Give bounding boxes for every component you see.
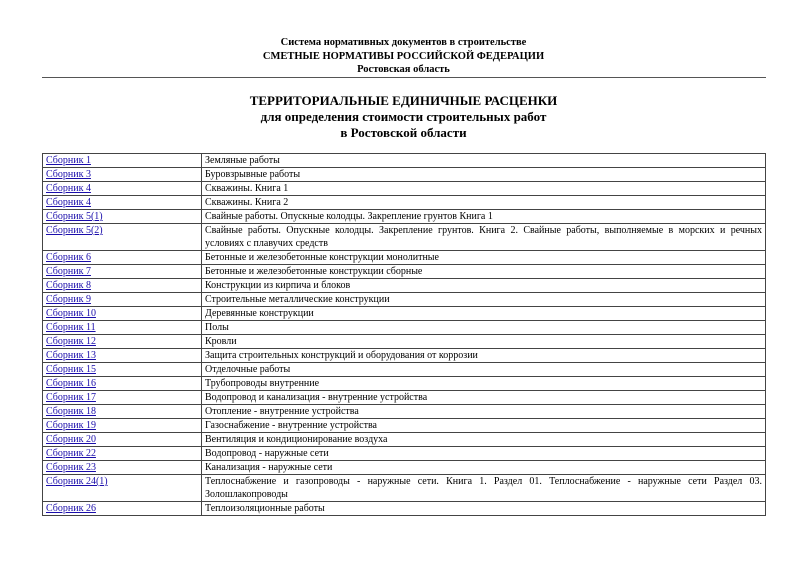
collection-link[interactable]: Сборник 23	[46, 462, 96, 473]
table-row	[43, 363, 766, 377]
collections-table-body	[43, 154, 766, 516]
header-norms-line: СМЕТНЫЕ НОРМАТИВЫ РОССИЙСКОЙ ФЕДЕРАЦИИ	[262, 50, 545, 62]
collection-description: Канализация - наружные сети	[202, 461, 766, 475]
table-row	[43, 307, 766, 321]
table-row	[43, 377, 766, 391]
collection-link[interactable]: Сборник 17	[46, 392, 96, 403]
collection-link-cell	[43, 447, 202, 461]
collection-description: Отопление - внутренние устройства	[202, 405, 766, 419]
title-main: ТЕРРИТОРИАЛЬНЫЕ ЕДИНИЧНЫЕ РАСЦЕНКИ	[249, 93, 558, 108]
header-region-line: Ростовская область	[357, 64, 450, 75]
table-row	[43, 265, 766, 279]
collection-link-cell	[43, 502, 202, 516]
collection-description: Скважины. Книга 2	[202, 196, 766, 210]
collection-link[interactable]: Сборник 8	[46, 280, 91, 291]
table-row	[43, 419, 766, 433]
table-row	[43, 461, 766, 475]
collection-description: Защита строительных конструкций и оборудования от коррозии	[202, 349, 766, 363]
table-row	[43, 251, 766, 265]
collection-link-cell	[43, 475, 202, 502]
collection-description: Трубопроводы внутренние	[202, 377, 766, 391]
collection-link-cell	[43, 377, 202, 391]
table-row	[43, 224, 766, 251]
header-divider	[42, 77, 766, 78]
collection-link[interactable]: Сборник 16	[46, 378, 96, 389]
collection-link-cell	[43, 182, 202, 196]
collection-description: Отделочные работы	[202, 363, 766, 377]
collection-link[interactable]: Сборник 13	[46, 350, 96, 361]
header-system-line: Система нормативных документов в строительстве	[280, 37, 527, 48]
table-row	[43, 154, 766, 168]
collection-link-cell	[43, 251, 202, 265]
collection-description: Водопровод и канализация - внутренние устройства	[202, 391, 766, 405]
collection-link-cell	[43, 461, 202, 475]
collection-link-cell	[43, 196, 202, 210]
collection-description: Деревянные конструкции	[202, 307, 766, 321]
collection-link[interactable]: Сборник 20	[46, 434, 96, 445]
collection-link-cell	[43, 363, 202, 377]
table-row	[43, 405, 766, 419]
collection-description: Полы	[202, 321, 766, 335]
collection-description: Теплоснабжение и газопроводы - наружные сети. Книга 1. Раздел 01. Теплоснабжение - наружные сети Раздел 03. Золошлакопроводы	[202, 475, 766, 502]
collection-link[interactable]: Сборник 5(1)	[46, 211, 103, 222]
collection-link-cell	[43, 224, 202, 251]
collection-link-cell	[43, 419, 202, 433]
table-row	[43, 210, 766, 224]
collection-link[interactable]: Сборник 1	[46, 155, 91, 166]
table-row	[43, 475, 766, 502]
collections-table	[42, 153, 766, 516]
collection-description: Бетонные и железобетонные конструкции монолитные	[202, 251, 766, 265]
table-row	[43, 196, 766, 210]
collection-link[interactable]: Сборник 18	[46, 406, 96, 417]
collection-description: Земляные работы	[202, 154, 766, 168]
table-row	[43, 293, 766, 307]
collection-link-cell	[43, 391, 202, 405]
collection-link[interactable]: Сборник 4	[46, 183, 91, 194]
table-row	[43, 391, 766, 405]
table-row	[43, 168, 766, 182]
collection-description: Буровзрывные работы	[202, 168, 766, 182]
collection-link[interactable]: Сборник 12	[46, 336, 96, 347]
table-row	[43, 279, 766, 293]
collection-link-cell	[43, 210, 202, 224]
collection-link-cell	[43, 349, 202, 363]
table-row	[43, 502, 766, 516]
collection-link-cell	[43, 335, 202, 349]
collection-link-cell	[43, 307, 202, 321]
collection-link[interactable]: Сборник 3	[46, 169, 91, 180]
collection-link[interactable]: Сборник 15	[46, 364, 96, 375]
collection-link[interactable]: Сборник 22	[46, 448, 96, 459]
document-header	[0, 36, 807, 77]
collection-link-cell	[43, 293, 202, 307]
collection-link-cell	[43, 168, 202, 182]
collection-description: Свайные работы. Опускные колодцы. Закрепление грунтов. Книга 2. Свайные работы, выполняемые в морских и речных условиях с плавучих средств	[202, 224, 766, 251]
collection-description: Строительные металлические конструкции	[202, 293, 766, 307]
title-subtitle-1: для определения стоимости строительных работ	[260, 109, 547, 124]
collection-description: Конструкции из кирпича и блоков	[202, 279, 766, 293]
collection-link-cell	[43, 154, 202, 168]
collection-link-cell	[43, 405, 202, 419]
collection-link[interactable]: Сборник 24(1)	[46, 476, 108, 487]
table-row	[43, 182, 766, 196]
collection-link[interactable]: Сборник 4	[46, 197, 91, 208]
collection-description: Водопровод - наружные сети	[202, 447, 766, 461]
collection-link-cell	[43, 265, 202, 279]
title-subtitle-2: в Ростовской области	[340, 125, 467, 140]
collection-description: Свайные работы. Опускные колодцы. Закрепление грунтов Книга 1	[202, 210, 766, 224]
document-title	[0, 93, 807, 141]
collection-description: Теплоизоляционные работы	[202, 502, 766, 516]
collection-description: Газоснабжение - внутренние устройства	[202, 419, 766, 433]
collection-link[interactable]: Сборник 26	[46, 503, 96, 514]
collection-link-cell	[43, 279, 202, 293]
collection-link[interactable]: Сборник 5(2)	[46, 225, 103, 236]
table-row	[43, 349, 766, 363]
table-row	[43, 335, 766, 349]
table-row	[43, 433, 766, 447]
collection-link[interactable]: Сборник 6	[46, 252, 91, 263]
collection-description: Скважины. Книга 1	[202, 182, 766, 196]
collection-link[interactable]: Сборник 9	[46, 294, 91, 305]
collection-description: Вентиляция и кондиционирование воздуха	[202, 433, 766, 447]
collection-description: Кровли	[202, 335, 766, 349]
collection-link[interactable]: Сборник 10	[46, 308, 96, 319]
collection-link[interactable]: Сборник 19	[46, 420, 96, 431]
table-row	[43, 321, 766, 335]
collection-description: Бетонные и железобетонные конструкции сборные	[202, 265, 766, 279]
collection-link-cell	[43, 321, 202, 335]
collection-link[interactable]: Сборник 11	[46, 322, 96, 333]
table-row	[43, 447, 766, 461]
collection-link[interactable]: Сборник 7	[46, 266, 91, 277]
collection-link-cell	[43, 433, 202, 447]
